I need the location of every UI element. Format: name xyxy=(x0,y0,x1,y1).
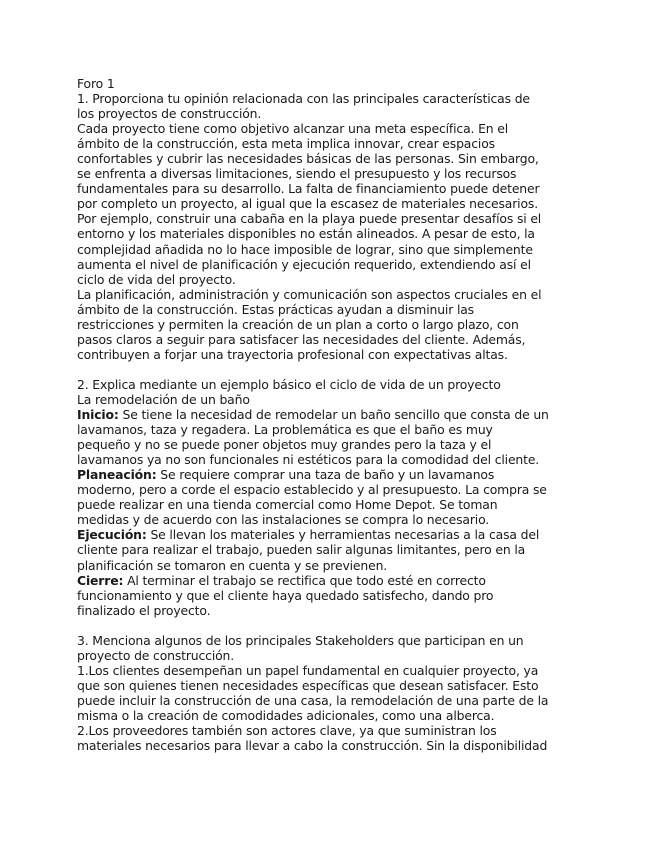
q1-paragraph1-line: Cada proyecto tiene como objetivo alcanzar una meta específica. En el xyxy=(77,121,509,137)
q2-planeacion-line: medidas y de acuerdo con las instalaciones se compra lo necesario. xyxy=(77,512,490,528)
q2-inicio-first-line xyxy=(77,407,585,422)
q3-item1-line: puede incluir la construcción de una casa, la remodelación de una parte de la xyxy=(77,692,549,708)
q1-paragraph1-line: Por ejemplo, construir una cabaña en la playa puede presentar desafíos si el xyxy=(77,211,542,227)
cierre-text: Al terminar el trabajo se rectifica que todo esté en correcto xyxy=(123,572,486,588)
q3-item2-line: 2.Los proveedores también son actores clave, ya que suministran los xyxy=(77,723,497,739)
q3-item2-line: materiales necesarios para llevar a cabo la construcción. Sin la disponibilidad xyxy=(77,738,548,754)
q1-paragraph1-line: aumenta el nivel de planificación y ejecución requerido, extendiendo así el xyxy=(77,256,531,272)
q1-paragraph1-line: complejidad añadida no lo hace imposible de lograr, sino que simplemente xyxy=(77,241,533,257)
q2-cierre-line: finalizado el proyecto. xyxy=(77,602,211,618)
q1-paragraph2-line: restricciones y permiten la creación de un plan a corto o largo plazo, con xyxy=(77,316,519,332)
q1-paragraph1-line: ciclo de vida del proyecto. xyxy=(77,271,236,287)
q2-inicio-line: lavamanos ya no son funcionales ni estéticos para la comodidad del cliente. xyxy=(77,452,540,468)
q2-example-title: La remodelación de un baño xyxy=(77,391,250,407)
paragraph-spacer xyxy=(77,362,585,377)
q1-paragraph1-line: por completo un proyecto, al igual que la escasez de materiales necesarios. xyxy=(77,196,538,212)
q2-planeacion-line: moderno, pero a corde el espacio establecido y al presupuesto. La compra se xyxy=(77,482,547,498)
q3-item1-line: 1.Los clientes desempeñan un papel fundamental en cualquier proyecto, ya xyxy=(77,662,539,678)
ejecucion-text: Se llevan los materiales y herramientas necesarias a la casa del xyxy=(146,527,540,543)
q2-inicio-line: lavamanos, taza y regadera. La problemática es que el baño es muy xyxy=(77,422,493,438)
q2-planeacion-first-line xyxy=(77,467,585,482)
q2-ejecucion-first-line xyxy=(77,527,585,542)
q1-paragraph1-line: ámbito de la construcción, esta meta implica innovar, crear espacios xyxy=(77,136,495,152)
q1-paragraph1-line: fundamentales para su desarrollo. La falta de financiamiento puede detener xyxy=(77,181,540,197)
q1-paragraph2-line: La planificación, administración y comunicación son aspectos cruciales en el xyxy=(77,286,542,302)
q2-question: 2. Explica mediante un ejemplo básico el ciclo de vida de un proyecto xyxy=(77,376,501,392)
paragraph-spacer xyxy=(77,618,585,633)
inicio-label: Inicio: xyxy=(77,407,119,423)
q2-cierre-first-line xyxy=(77,573,585,588)
q1-paragraph1-line: se enfrenta a diversas limitaciones, siendo el presupuesto y los recursos xyxy=(77,166,517,182)
inicio-text: Se tiene la necesidad de remodelar un baño sencillo que consta de un xyxy=(118,407,549,423)
q3-item1-line: que son quienes tienen necesidades específicas que desean satisfacer. Esto xyxy=(77,677,539,693)
document-page xyxy=(77,76,585,753)
q2-cierre-line: funcionamiento y que el cliente haya quedado satisfecho, dando pro xyxy=(77,587,494,603)
q1-paragraph1-line: entorno y los materiales disponibles no están alineados. A pesar de esto, la xyxy=(77,226,535,242)
q1-question-line: los proyectos de construcción. xyxy=(77,106,262,122)
q2-ejecucion-line: cliente para realizar el trabajo, pueden salir algunas limitantes, pero en la xyxy=(77,542,526,558)
q2-inicio-line: pequeño y no se puede poner objetos muy grandes pero la taza y el xyxy=(77,437,492,453)
ejecucion-label: Ejecución: xyxy=(77,527,147,543)
q1-paragraph2-line: contribuyen a forjar una trayectoria profesional con expectativas altas. xyxy=(77,346,508,362)
q3-item1-line: misma o la creación de comodidades adicionales, como una alberca. xyxy=(77,707,495,723)
q3-question-line: proyecto de construcción. xyxy=(77,647,235,663)
q1-paragraph2-line: ámbito de la construcción. Estas prácticas ayudan a disminuir las xyxy=(77,301,474,317)
planeacion-text: Se requiere comprar una taza de baño y un lavamanos xyxy=(156,467,495,483)
planeacion-label: Planeación: xyxy=(77,467,157,483)
q1-paragraph1-line: confortables y cubrir las necesidades básicas de las personas. Sin embargo, xyxy=(77,151,539,167)
q3-question-line: 3. Menciona algunos de los principales Stakeholders que participan en un xyxy=(77,632,524,648)
q1-question-line: 1. Proporciona tu opinión relacionada con las principales características de xyxy=(77,91,530,107)
q2-planeacion-line: puede realizar en una tienda comercial como Home Depot. Se toman xyxy=(77,497,498,513)
cierre-label: Cierre: xyxy=(77,572,124,588)
q2-ejecucion-line: planificación se tomaron en cuenta y se previenen. xyxy=(77,557,388,573)
q1-paragraph2-line: pasos claros a seguir para satisfacer las necesidades del cliente. Además, xyxy=(77,331,526,347)
document-title: Foro 1 xyxy=(77,76,115,91)
